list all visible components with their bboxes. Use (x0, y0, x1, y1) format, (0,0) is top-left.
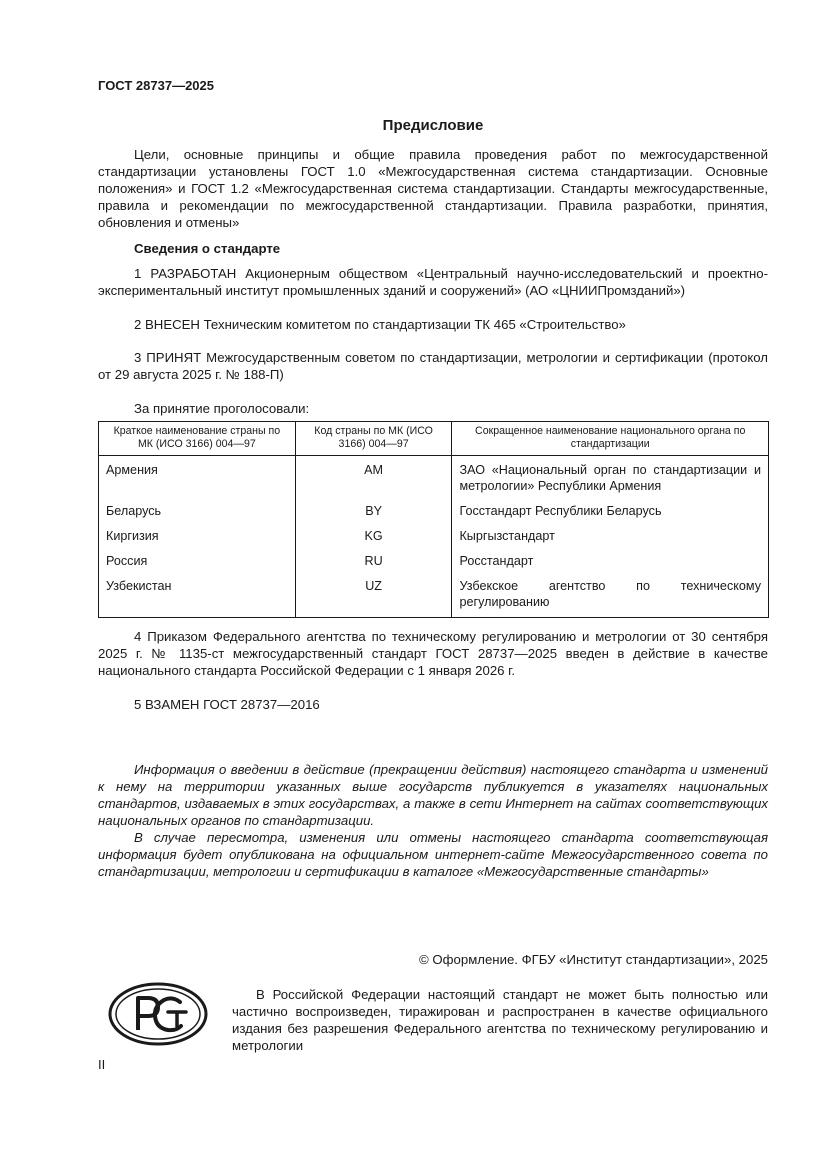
document-code: ГОСТ 28737—2025 (98, 78, 214, 93)
table-cell-body: ЗАО «Национальный орган по стандартизации и метрологии» Республики Армения (452, 456, 769, 500)
page-number: II (98, 1057, 106, 1072)
table-cell-country: Россия (99, 549, 296, 574)
section-heading-info: Сведения о стандарте (134, 241, 281, 256)
reproduction-notice: В Российской Федерации настоящий стандарт не может быть полностью или частично воспроизведен, тиражирован и распространен в качестве официального издания без разрешения Федерального агентства по техническому регулированию и метрологии (232, 987, 768, 1053)
table-row (99, 549, 769, 574)
table-header-country: Краткое наименование страны по МК (ИСО 3166) 004—97 (99, 422, 296, 456)
table-cell-country: Узбекистан (99, 574, 296, 618)
item-replaces: 5 ВЗАМЕН ГОСТ 28737—2016 (134, 697, 320, 712)
table-cell-code: AM (295, 456, 452, 500)
table-cell-body: Росстандарт (452, 549, 769, 574)
rst-conformity-mark-icon (108, 982, 208, 1046)
member-states-table (98, 421, 769, 618)
table-cell-code: RU (295, 549, 452, 574)
item-order: 4 Приказом Федерального агентства по техническому регулированию и метрологии от 30 сентября 2025 г. № 1135-ст межгосударственный стандарт ГОСТ 28737—2025 введен в действие в качестве национального стандарта Российской Федерации с 1 января 2026 г. (98, 629, 768, 678)
table-row (99, 456, 769, 500)
notice-paragraph-revision: В случае пересмотра, изменения или отмены настоящего стандарта соответствующая информация будет опубликована на официальном интернет-сайте Межгосударственного совета по стандартизации, метрологии и сертификации в каталоге «Межгосударственные стандарты» (98, 830, 768, 879)
copyright-line: © Оформление. ФГБУ «Институт стандартизации», 2025 (419, 952, 768, 967)
table-cell-body: Госстандарт Республики Беларусь (452, 499, 769, 524)
intro-paragraph: Цели, основные принципы и общие правила проведения работ по межгосударственной стандартизации установлены ГОСТ 1.0 «Межгосударственная система стандартизации. Основные положения» и ГОСТ 1.2 «Межгосударственная система стандартизации. Стандарты межгосударственные, правила и рекомендации по межгосударственной стандартизации. Правила разработки, принятия, обновления и отмены» (98, 147, 768, 230)
item-introduced: 2 ВНЕСЕН Техническим комитетом по стандартизации ТК 465 «Строительство» (134, 317, 626, 332)
table-row (99, 574, 769, 618)
table-cell-code: KG (295, 524, 452, 549)
table-cell-body: Кыргызстандарт (452, 524, 769, 549)
table-header-code: Код страны по МК (ИСО 3166) 004—97 (295, 422, 452, 456)
item-adopted: 3 ПРИНЯТ Межгосударственным советом по стандартизации, метрологии и сертификации (протокол от 29 августа 2025 г. № 188-П) (98, 350, 768, 382)
item-developed: 1 РАЗРАБОТАН Акционерным обществом «Центральный научно-исследовательский и проектно-экспериментальный институт промышленных зданий и сооружений» (АО «ЦНИИПромзданий») (98, 266, 768, 298)
table-cell-body: Узбекское агентство по техническому регулированию (452, 574, 769, 618)
table-header-body: Сокращенное наименование национального органа по стандартизации (452, 422, 769, 456)
publication-notice (98, 761, 768, 880)
table-cell-country: Армения (99, 456, 296, 500)
notice-paragraph-info: Информация о введении в действие (прекращении действия) настоящего стандарта и изменений к нему на территории указанных выше государств публикуется в указателях национальных стандартов, издаваемых в этих государствах, а также в сети Интернет на сайтах соответствующих национальных органов по стандартизации. (98, 762, 768, 828)
table-header-row (99, 422, 769, 456)
table-cell-country: Беларусь (99, 499, 296, 524)
table-row (99, 499, 769, 524)
table-cell-code: BY (295, 499, 452, 524)
voted-label: За принятие проголосовали: (134, 401, 310, 416)
table-cell-code: UZ (295, 574, 452, 618)
page-title: Предисловие (382, 117, 484, 134)
table-row (99, 524, 769, 549)
table-cell-country: Киргизия (99, 524, 296, 549)
